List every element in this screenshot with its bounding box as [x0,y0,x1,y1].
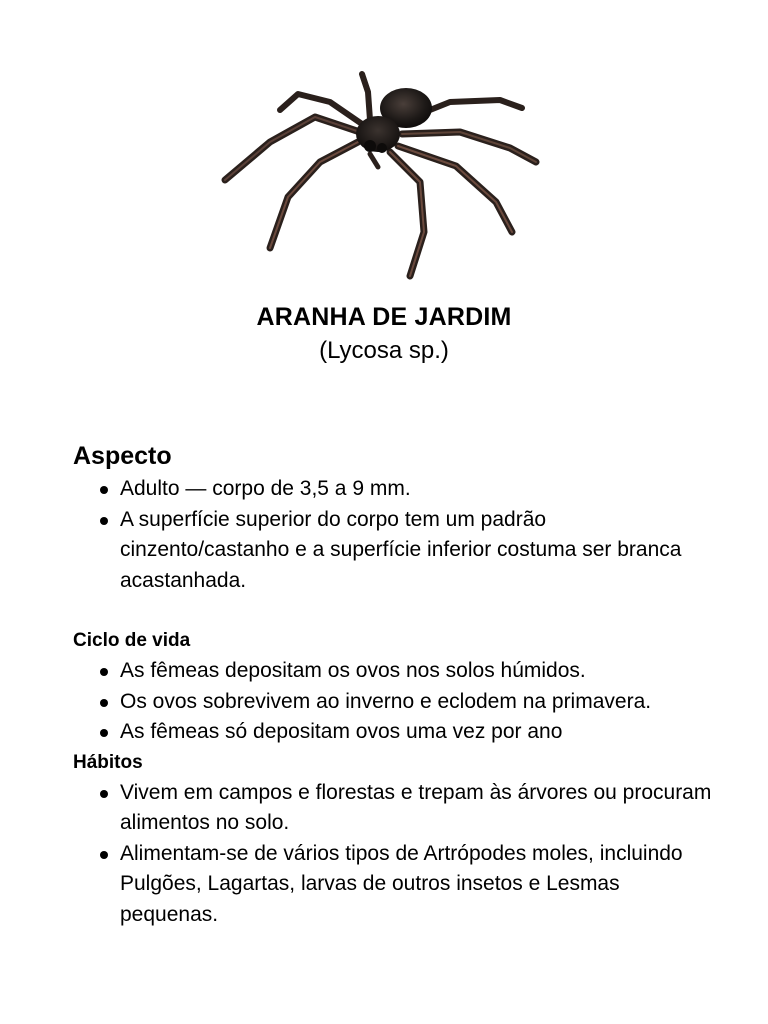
page-subtitle: (Lycosa sp.) [319,337,449,364]
bullet-icon [100,699,108,707]
bullet-list [73,474,713,596]
bullet-list [73,778,713,931]
bullet-icon [100,486,108,494]
bullet-icon [100,729,108,737]
section-habitos [73,748,713,931]
spider-illustration [210,62,550,284]
list-item-text: As fêmeas só depositam ovos uma vez por ano [120,720,563,743]
section-gap [73,596,713,626]
spider-leg [398,146,512,232]
list-item [73,839,713,931]
bullet-icon [100,790,108,798]
spider-leg [270,142,358,248]
section-ciclo-de-vida [73,626,713,748]
list-item [73,656,713,687]
list-item-text: Vivem em campos e florestas e trepam às árvores ou procuram alimentos no solo. [120,780,712,834]
section-heading: Ciclo de vida [73,630,191,651]
list-item-text: Adulto — corpo de 3,5 a 9 mm. [120,477,411,500]
list-item [73,505,713,597]
list-item [73,717,713,748]
spider-leg [390,152,424,276]
content [73,440,713,930]
bullet-icon [100,851,108,859]
list-item-text: Alimentam-se de vários tipos de Artrópodes moles, incluindo Pulgões, Lagartas, larvas de outros insetos e Lesmas pequenas. [120,841,683,926]
bullet-list [73,656,713,748]
list-item-text: Os ovos sobrevivem ao inverno e eclodem na primavera. [120,689,652,713]
section-heading: Aspecto [73,442,172,470]
spider-leg [362,74,370,120]
spider-leg [370,154,378,167]
bullet-icon [100,668,108,676]
section-aspecto [73,440,713,596]
title-block [0,300,768,368]
bullet-icon [100,517,108,525]
list-item [73,778,713,839]
list-item-text: As fêmeas depositam os ovos nos solos húmidos. [120,659,586,682]
section-heading: Hábitos [73,751,143,773]
list-item [73,687,713,718]
page-title: ARANHA DE JARDIM [256,303,512,331]
list-item [73,474,713,505]
list-item-text: A superfície superior do corpo tem um padrão cinzento/castanho e a superfície inferior costuma ser branca acastanhada. [120,507,682,592]
